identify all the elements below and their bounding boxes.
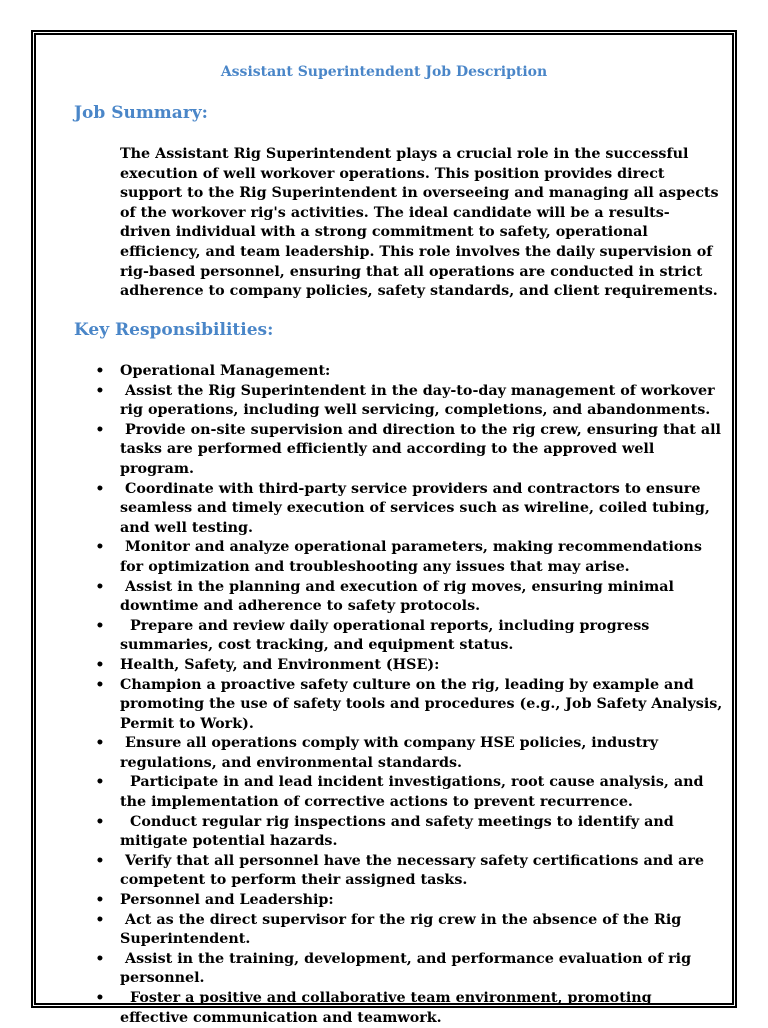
- list-item: [94, 891, 724, 911]
- document-title: Assistant Superintendent Job Description: [220, 64, 548, 80]
- list-item: [94, 734, 724, 773]
- list-item-text: Assist in the planning and execution of rig moves, ensuring minimal downtime and adherence to safety protocols.: [120, 578, 679, 615]
- list-item-text: Coordinate with third-party service providers and contractors to ensure seamless and timely execution of services such as wireline, coiled tubing, and well testing.: [120, 480, 715, 536]
- list-item: [94, 617, 724, 656]
- bullet-icon: •: [95, 578, 105, 595]
- key-responsibilities-heading: Key Responsibilities:: [74, 320, 274, 340]
- list-item: [94, 656, 724, 676]
- bullet-icon: •: [95, 539, 105, 556]
- bullet-icon: •: [95, 382, 105, 399]
- list-item: [94, 578, 724, 617]
- list-item-text: Assist in the training, development, and performance evaluation of rig personnel.: [120, 950, 697, 987]
- list-item-text: Operational Management:: [120, 363, 331, 379]
- page-content: [36, 35, 732, 1026]
- list-item-text: Assist the Rig Superintendent in the day-to-day management of workover rig operations, including well servicing, completions, and abandonments.: [120, 382, 720, 419]
- list-item: [94, 382, 724, 421]
- responsibilities-list: [94, 362, 728, 1028]
- list-item: [94, 911, 724, 950]
- bullet-icon: •: [95, 676, 105, 693]
- list-item: [94, 950, 724, 989]
- bullet-icon: •: [95, 852, 105, 869]
- bullet-icon: •: [95, 421, 105, 438]
- list-item: [94, 773, 724, 812]
- bullet-icon: •: [95, 656, 105, 673]
- bullet-icon: •: [95, 990, 105, 1006]
- list-item: [94, 362, 724, 382]
- list-item-text: Monitor and analyze operational parameters, making recommendations for optimization and troubleshooting any issues that may arise.: [120, 539, 707, 575]
- list-item: [94, 480, 724, 539]
- list-item: [94, 813, 724, 852]
- job-summary-heading: Job Summary:: [74, 103, 208, 123]
- list-item-text: Verify that all personnel have the necessary safety certifications and are competent to perform their assigned tasks.: [120, 852, 709, 889]
- bullet-icon: •: [95, 617, 105, 634]
- bullet-icon: •: [95, 813, 105, 830]
- document-page: [31, 30, 737, 1026]
- list-item-text: Health, Safety, and Environment (HSE):: [120, 656, 440, 673]
- list-item: [94, 421, 724, 480]
- list-item: [94, 852, 724, 891]
- list-item-text: Personnel and Leadership:: [120, 892, 334, 909]
- list-item-text: Ensure all operations comply with company HSE policies, industry regulations, and environmental standards.: [120, 735, 663, 771]
- list-item-text: Participate in and lead incident investigations, root cause analysis, and the implementation of corrective actions to prevent recurrence.: [120, 774, 709, 811]
- bullet-icon: •: [95, 774, 105, 791]
- list-item-text: Prepare and review daily operational reports, including progress summaries, cost tracking, and equipment status.: [120, 617, 655, 654]
- list-item-text: Act as the direct supervisor for the rig crew in the absence of the Rig Superintendent.: [120, 911, 687, 948]
- job-summary-paragraph: The Assistant Rig Superintendent plays a crucial role in the successful execution of well workover operations. This position provides direct support to the Rig Superintendent in overseeing and managing all aspects of the workover rig's activities. The ideal candidate will be a results-driven individual with a strong commitment to safety, operational efficiency, and team leadership. This role involves the daily supervision of rig-based personnel, ensuring that all operations are conducted in strict adherence to company policies, safety standards, and client requirements.: [120, 146, 719, 300]
- list-item-text: Champion a proactive safety culture on the rig, leading by example and promoting the use of safety tools and procedures (e.g., Job Safety Analysis, Permit to Work).: [120, 676, 728, 732]
- bullet-icon: •: [95, 735, 105, 752]
- bullet-icon: •: [95, 911, 105, 928]
- bullet-icon: •: [95, 950, 105, 967]
- list-item: [94, 676, 728, 735]
- bullet-icon: •: [95, 892, 105, 909]
- list-item-text: Foster a positive and collaborative team environment, promoting effective communication and teamwork.: [120, 990, 657, 1026]
- bullet-icon: •: [95, 363, 105, 379]
- list-item-text: Conduct regular rig inspections and safety meetings to identify and mitigate potential hazards.: [120, 813, 679, 850]
- list-item: [94, 538, 724, 577]
- list-item-text: Provide on-site supervision and direction to the rig crew, ensuring that all tasks are performed efficiently and according to the approved well program.: [120, 421, 726, 477]
- bullet-icon: •: [95, 480, 105, 497]
- list-item: [94, 989, 724, 1028]
